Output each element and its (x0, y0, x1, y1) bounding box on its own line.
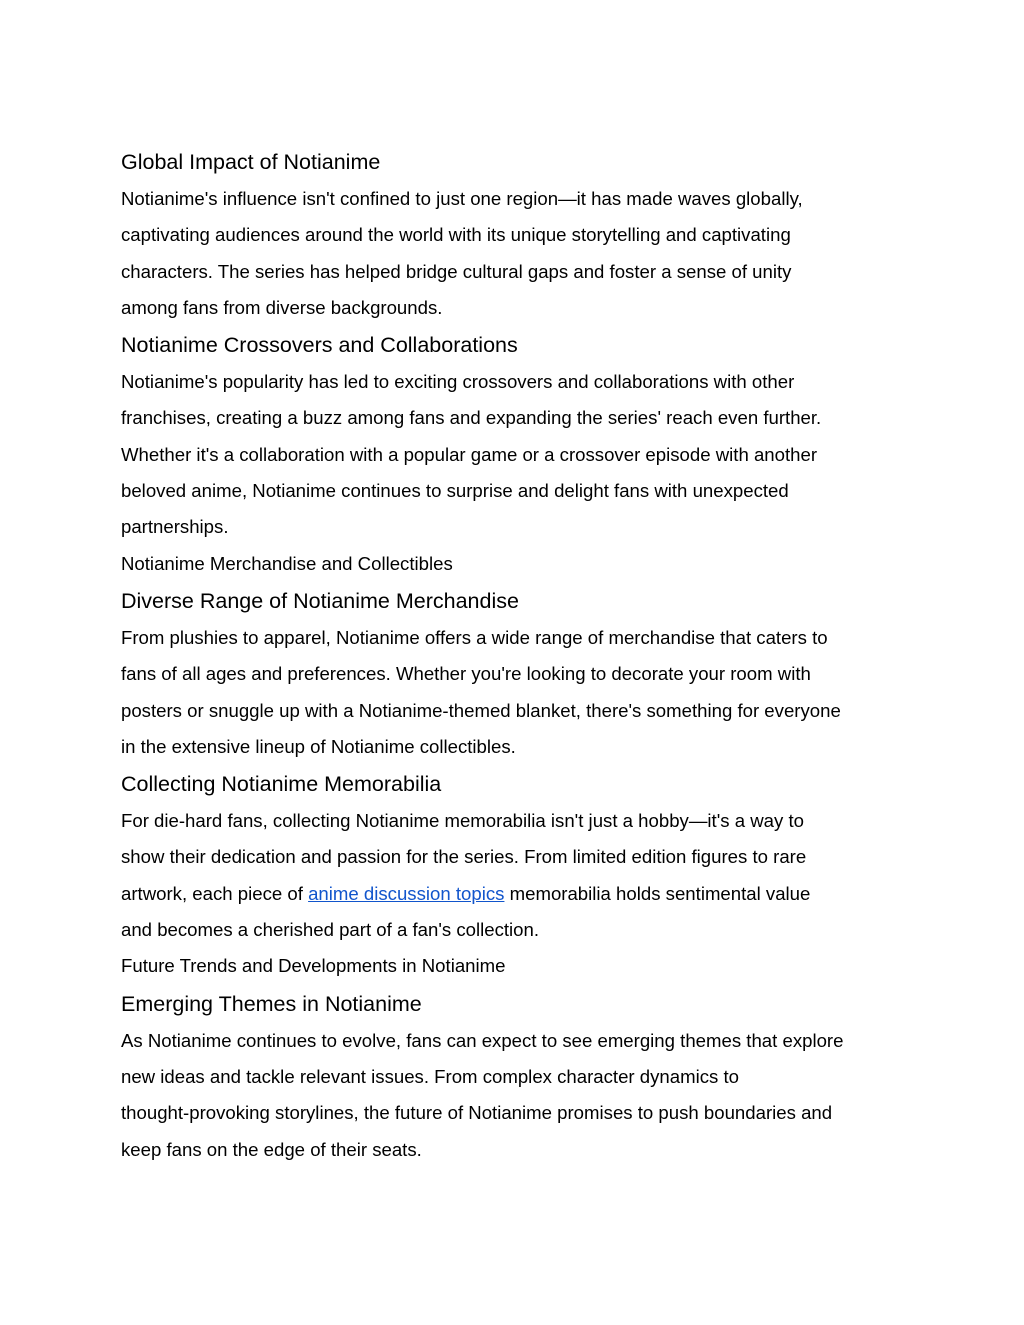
paragraph-line: captivating audiences around the world with its unique storytelling and captivating (121, 224, 791, 246)
paragraph-line: franchises, creating a buzz among fans and expanding the series' reach even further. (121, 407, 822, 429)
paragraph-line: partnerships. (121, 516, 229, 538)
paragraph-crossovers (121, 364, 921, 545)
paragraph-line: As Notianime continues to evolve, fans can expect to see emerging themes that explore (121, 1029, 844, 1051)
paragraph-line: From plushies to apparel, Notianime offers a wide range of merchandise that caters to (121, 626, 828, 648)
heading-memorabilia: Collecting Notianime Memorabilia (121, 772, 442, 797)
paragraph-line: posters or snuggle up with a Notianime-themed blanket, there's something for everyone (121, 699, 841, 721)
text-before-link: artwork, each piece of (121, 882, 309, 904)
paragraph-line: show their dedication and passion for the series. From limited edition figures to rare (121, 846, 807, 868)
paragraph-line: Whether it's a collaboration with a popular game or a crossover episode with another (121, 443, 818, 465)
paragraph-memorabilia (121, 803, 921, 948)
paragraph-line: among fans from diverse backgrounds. (121, 296, 443, 318)
heading-diverse-range: Diverse Range of Notianime Merchandise (121, 588, 519, 613)
paragraph-line: new ideas and tackle relevant issues. From complex character dynamics to (121, 1065, 739, 1087)
paragraph-line: For die-hard fans, collecting Notianime memorabilia isn't just a hobby—it's a way to (121, 810, 804, 832)
subheading-future-trends: Future Trends and Developments in Notianime (121, 955, 506, 977)
paragraph-line: characters. The series has helped bridge cultural gaps and foster a sense of unity (121, 260, 792, 282)
paragraph-diverse-range (121, 620, 921, 765)
paragraph-line (121, 876, 921, 912)
paragraph-line: fans of all ages and preferences. Whether you're looking to decorate your room with (121, 663, 811, 685)
paragraph-line: thought-provoking storylines, the future of Notianime promises to push boundaries and (121, 1102, 833, 1124)
paragraph-line: in the extensive lineup of Notianime collectibles. (121, 735, 516, 757)
heading-emerging-themes: Emerging Themes in Notianime (121, 991, 422, 1016)
document-page (121, 143, 921, 1168)
paragraph-line: and becomes a cherished part of a fan's collection. (121, 919, 540, 941)
heading-global-impact: Global Impact of Notianime (121, 150, 381, 174)
paragraph-emerging-themes (121, 1023, 921, 1168)
paragraph-line: beloved anime, Notianime continues to surprise and delight fans with unexpected (121, 480, 789, 502)
text-after-link: memorabilia holds sentimental value (504, 882, 811, 904)
heading-crossovers: Notianime Crossovers and Collaborations (121, 333, 518, 358)
anime-discussion-topics-link[interactable]: anime discussion topics (308, 882, 505, 904)
subheading-merchandise: Notianime Merchandise and Collectibles (121, 552, 453, 574)
paragraph-global-impact (121, 181, 921, 326)
paragraph-line: keep fans on the edge of their seats. (121, 1138, 422, 1160)
paragraph-line: Notianime's influence isn't confined to just one region—it has made waves globally, (121, 188, 803, 209)
paragraph-line: Notianime's popularity has led to exciting crossovers and collaborations with other (121, 371, 795, 393)
